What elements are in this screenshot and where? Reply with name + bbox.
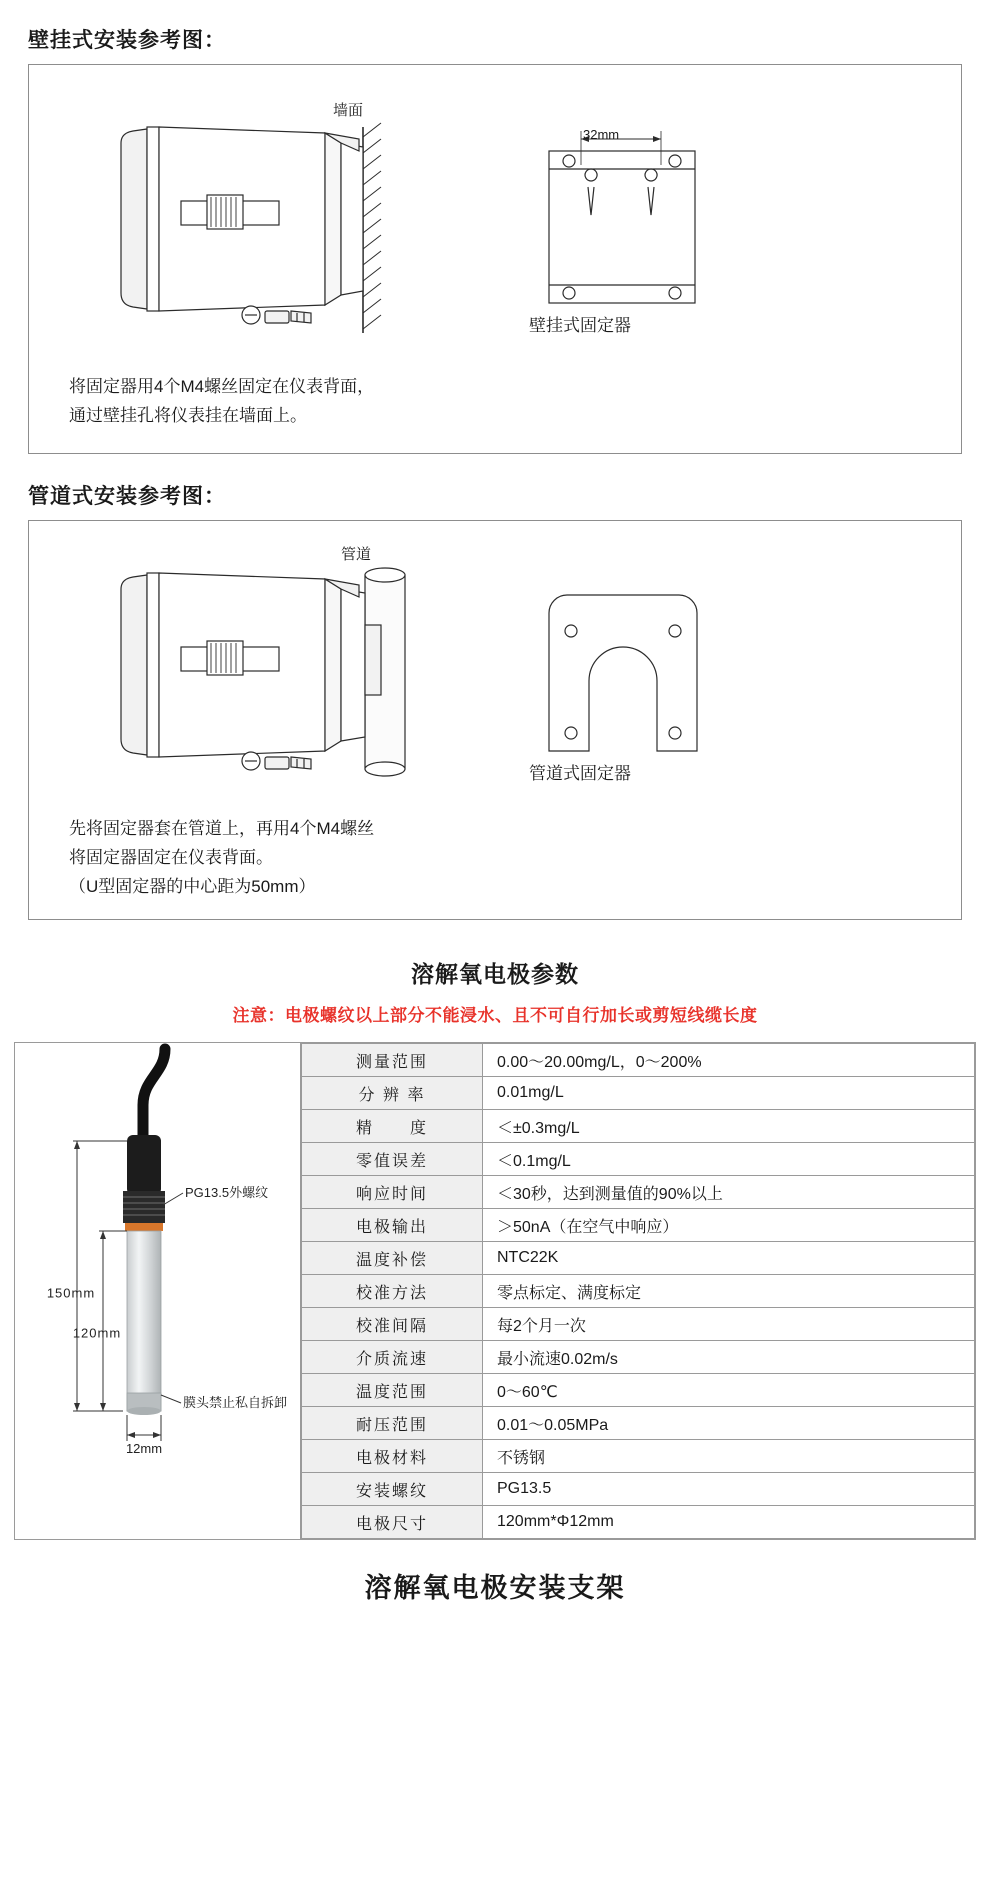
table-row: [302, 1473, 975, 1506]
membrane-text: 膜头禁止私自拆卸: [183, 1395, 288, 1410]
param-value: 零点标定、满度标定: [483, 1275, 975, 1308]
param-value: PG13.5: [483, 1473, 975, 1506]
param-value: ＞50nA（在空气中响应）: [483, 1209, 975, 1242]
param-value: NTC22K: [483, 1242, 975, 1275]
pipe-caption-line3: （U型固定器的中心距为50mm）: [69, 876, 316, 896]
electrode-params-table: [301, 1043, 975, 1539]
param-value: 不锈钢: [483, 1440, 975, 1473]
param-key: 零值误差: [302, 1143, 483, 1176]
wall-caption-line2: 通过壁挂孔将仪表挂在墙面上。: [69, 405, 307, 425]
pipe-diagram-inner: [29, 521, 961, 811]
electrode-warning: 注意：电极螺纹以上部分不能浸水、且不可自行加长或剪短线缆长度: [232, 1006, 758, 1025]
param-value: ＜±0.3mg/L: [483, 1110, 975, 1143]
param-key: 响应时间: [302, 1176, 483, 1209]
pipe-bracket-label: 管道式固定器: [529, 764, 631, 783]
param-key: 电极材料: [302, 1440, 483, 1473]
table-row: [302, 1209, 975, 1242]
param-key: 电极尺寸: [302, 1506, 483, 1539]
table-row: [302, 1110, 975, 1143]
table-row: [302, 1440, 975, 1473]
param-key: 温度范围: [302, 1374, 483, 1407]
table-row: [302, 1044, 975, 1077]
param-value: 0.00～20.00mg/L，0～200%: [483, 1044, 975, 1077]
pipe-caption: [69, 815, 961, 902]
electrode-params-title: 溶解氧电极参数: [411, 961, 579, 987]
document-page: [0, 24, 990, 1641]
param-value: 0～60℃: [483, 1374, 975, 1407]
dia-12-text: 12mm: [125, 1441, 163, 1456]
param-key: 精 度: [302, 1110, 483, 1143]
electrode-params-body: [302, 1044, 975, 1539]
param-key: 测量范围: [302, 1044, 483, 1077]
param-key: 耐压范围: [302, 1407, 483, 1440]
table-row: [302, 1077, 975, 1110]
pipe-diagram-box: [28, 520, 962, 920]
electrode-drawing: [15, 1043, 300, 1463]
pipe-section-title: 管道式安装参考图：: [28, 485, 226, 508]
table-row: [302, 1242, 975, 1275]
table-row: [302, 1506, 975, 1539]
param-key: 校准方法: [302, 1275, 483, 1308]
param-value: 0.01～0.05MPa: [483, 1407, 975, 1440]
param-value: 0.01mg/L: [483, 1077, 975, 1110]
wall-bracket-label: 壁挂式固定器: [529, 316, 631, 335]
electrode-illustration: [15, 1043, 301, 1539]
pipe-label: 管道: [341, 546, 372, 563]
table-row: [302, 1374, 975, 1407]
table-row: [302, 1308, 975, 1341]
wall-section-title: 壁挂式安装参考图：: [28, 29, 226, 52]
table-row: [302, 1143, 975, 1176]
wall-caption: [69, 373, 961, 431]
wall-dim-32mm-label: 32mm: [583, 127, 620, 142]
param-value: ＜30秒，达到测量值的90%以上: [483, 1176, 975, 1209]
table-row: [302, 1275, 975, 1308]
wall-face-label: 墙面: [333, 102, 364, 119]
param-key: 分 辨 率: [302, 1077, 483, 1110]
wall-mount-drawing: [29, 65, 959, 365]
table-row: [302, 1176, 975, 1209]
bottom-section-title: 溶解氧电极安装支架: [364, 1573, 626, 1603]
wall-diagram-box: [28, 64, 962, 454]
pipe-caption-line1: 先将固定器套在管道上，再用4个M4螺丝: [69, 819, 375, 838]
param-value: ＜0.1mg/L: [483, 1143, 975, 1176]
electrode-params-panel: [14, 1042, 976, 1540]
thread-text: PG13.5外螺纹: [185, 1185, 269, 1200]
param-key: 安装螺纹: [302, 1473, 483, 1506]
pipe-caption-line2: 将固定器固定在仪表背面。: [69, 847, 273, 867]
param-value: 最小流速0.02m/s: [483, 1341, 975, 1374]
wall-diagram-inner: [29, 65, 961, 365]
param-key: 介质流速: [302, 1341, 483, 1374]
param-value: 每2个月一次: [483, 1308, 975, 1341]
len-120-text: 120mm: [72, 1325, 122, 1341]
param-key: 校准间隔: [302, 1308, 483, 1341]
table-row: [302, 1341, 975, 1374]
pipe-mount-drawing: [29, 521, 959, 811]
param-value: 120mm*Φ12mm: [483, 1506, 975, 1539]
table-row: [302, 1407, 975, 1440]
wall-caption-line1: 将固定器用4个M4螺丝固定在仪表背面，: [69, 377, 375, 396]
param-key: 电极输出: [302, 1209, 483, 1242]
len-150-text: 150mm: [46, 1285, 96, 1301]
param-key: 温度补偿: [302, 1242, 483, 1275]
